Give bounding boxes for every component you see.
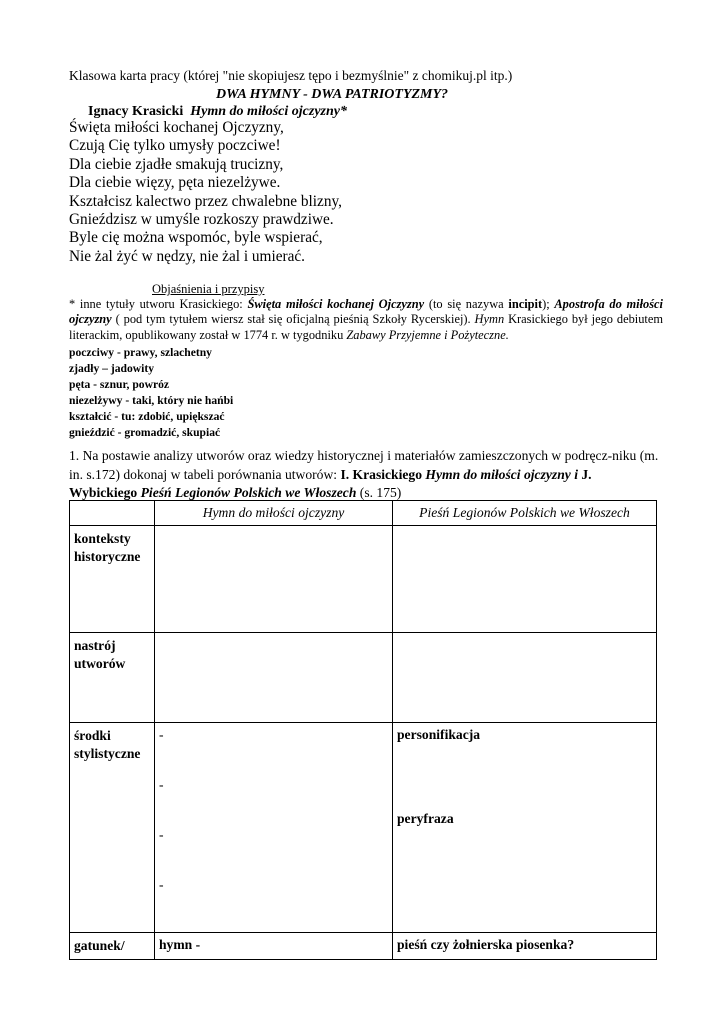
footnote-paragraph	[69, 297, 663, 343]
table-row	[70, 933, 657, 960]
dash-marker: -	[159, 877, 164, 892]
poem-line: Dla ciebie zjadłe smakują trucizny,	[69, 155, 284, 173]
glossary-item: niezelżywy - taki, który nie hańbi	[69, 393, 234, 407]
header-line: Klasowa karta pracy (której "nie skopiujesz tępo i bezmyślnie" z chomikuj.pl itp.)	[69, 68, 513, 83]
task-work-title: Pieśń Legionów Polskich we Włoszech	[137, 485, 357, 500]
glossary-item: poczciwy - prawy, szlachetny	[69, 346, 212, 359]
poem-line: Święta miłości kochanej Ojczyzny,	[69, 119, 284, 136]
poem-title: Hymn do miłości ojczyzny*	[190, 104, 347, 119]
answer-cell[interactable]	[155, 633, 393, 723]
glossary-item: pęta - sznur, powróz	[69, 377, 170, 391]
poem-line: Gnieździsz w umyśle rozkoszy prawdziwe.	[69, 211, 334, 229]
answer-cell[interactable]	[393, 723, 657, 933]
answer-cell[interactable]	[393, 633, 657, 723]
poem-author: Ignacy Krasicki	[88, 104, 184, 119]
poem-text	[69, 119, 342, 266]
device-periphrasis: peryfraza	[397, 811, 454, 826]
task-instructions	[69, 447, 659, 503]
glossary-item: kształcić - tu: zdobić, upiększać	[69, 409, 225, 423]
task-text: i	[570, 466, 582, 482]
poem-line: Nie żal żyć w nędzy, nie żal i umierać.	[69, 247, 305, 265]
dash-marker: -	[159, 777, 164, 792]
footnote-text: Krasickiego był jego debiutem literackim, opublikowany został w 1774 r. w tygodniku	[69, 312, 663, 342]
worksheet-subtitle: DWA HYMNY - DWA PATRIOTYZMY?	[216, 87, 449, 102]
footnote-text: * inne tytuły utworu Krasickiego:	[69, 297, 248, 311]
answer-cell[interactable]	[393, 526, 657, 633]
table-row	[70, 723, 657, 933]
poem-line: Czują Cię tylko umysły poczciwe!	[69, 137, 281, 155]
dash-marker: -	[159, 827, 164, 842]
footnote-text: (to się nazywa	[424, 297, 509, 311]
table-header-row	[70, 501, 657, 526]
footnote-text: );	[542, 297, 555, 311]
footnote-alt-title: Święta miłości kochanej Ojczyzny	[247, 297, 425, 311]
poem-line: Byle cię można wspomóc, byle wspierać,	[69, 229, 323, 247]
glossary-item: zjadły – jadowity	[69, 361, 155, 375]
row-label-contexts: konteksty historyczne	[70, 526, 155, 633]
task-text: (s. 175)	[356, 485, 402, 500]
task-work-title: Hymn do miłości ojczyzny	[422, 466, 571, 482]
answer-cell[interactable]	[155, 526, 393, 633]
task-author: J. Wybickiego	[69, 466, 592, 500]
poem-heading	[88, 104, 347, 120]
dash-marker: -	[159, 727, 164, 742]
footnote-title-ref: Hymn	[474, 312, 505, 327]
task-text: 1. Na postawie analizy utworów oraz wiedzy historycznej i materiałów zamieszczonych w podręcz-niku (m. in. s.172) dokonaj w tabeli porównania utworów:	[69, 448, 659, 482]
row-label-mood: nastrój utworów	[70, 633, 155, 723]
row-label-stylistic-devices: środki stylistyczne	[70, 723, 155, 933]
explanations-title: Objaśnienia i przypisy	[152, 282, 265, 296]
footnote-magazine: Zabawy Przyjemne i Pożyteczne.	[346, 327, 509, 342]
glossary	[69, 345, 233, 440]
genre-hymn-cell[interactable]: hymn -	[155, 933, 393, 960]
device-personification: personifikacja	[397, 727, 481, 742]
poem-line: Dla ciebie więzy, pęta niezelżywe.	[69, 174, 281, 192]
answer-cell[interactable]	[155, 723, 393, 933]
task-author: I. Krasickiego	[340, 466, 423, 482]
genre-song-cell[interactable]: pieśń czy żołnierska piosenka?	[393, 933, 657, 960]
row-label-genre: gatunek/	[70, 933, 155, 960]
table-corner-cell	[70, 501, 155, 526]
comparison-table	[69, 500, 657, 960]
table-row	[70, 633, 657, 723]
poem-line: Kształcisz kalectwo przez chwalebne blizny,	[69, 192, 342, 210]
column-header-piesn: Pieśń Legionów Polskich we Włoszech	[393, 501, 657, 526]
footnote-term: incipit	[508, 297, 543, 311]
column-header-hymn: Hymn do miłości ojczyzny	[155, 501, 393, 526]
footnote-alt-title: Apostrofa do miłości ojczyzny	[69, 297, 664, 327]
table-row	[70, 526, 657, 633]
footnote-text: ( pod tym tytułem wiersz stał się oficjalną pieśnią Szkoły Rycerskiej).	[111, 312, 475, 327]
glossary-item: gnieździć - gromadzić, skupiać	[69, 425, 221, 439]
